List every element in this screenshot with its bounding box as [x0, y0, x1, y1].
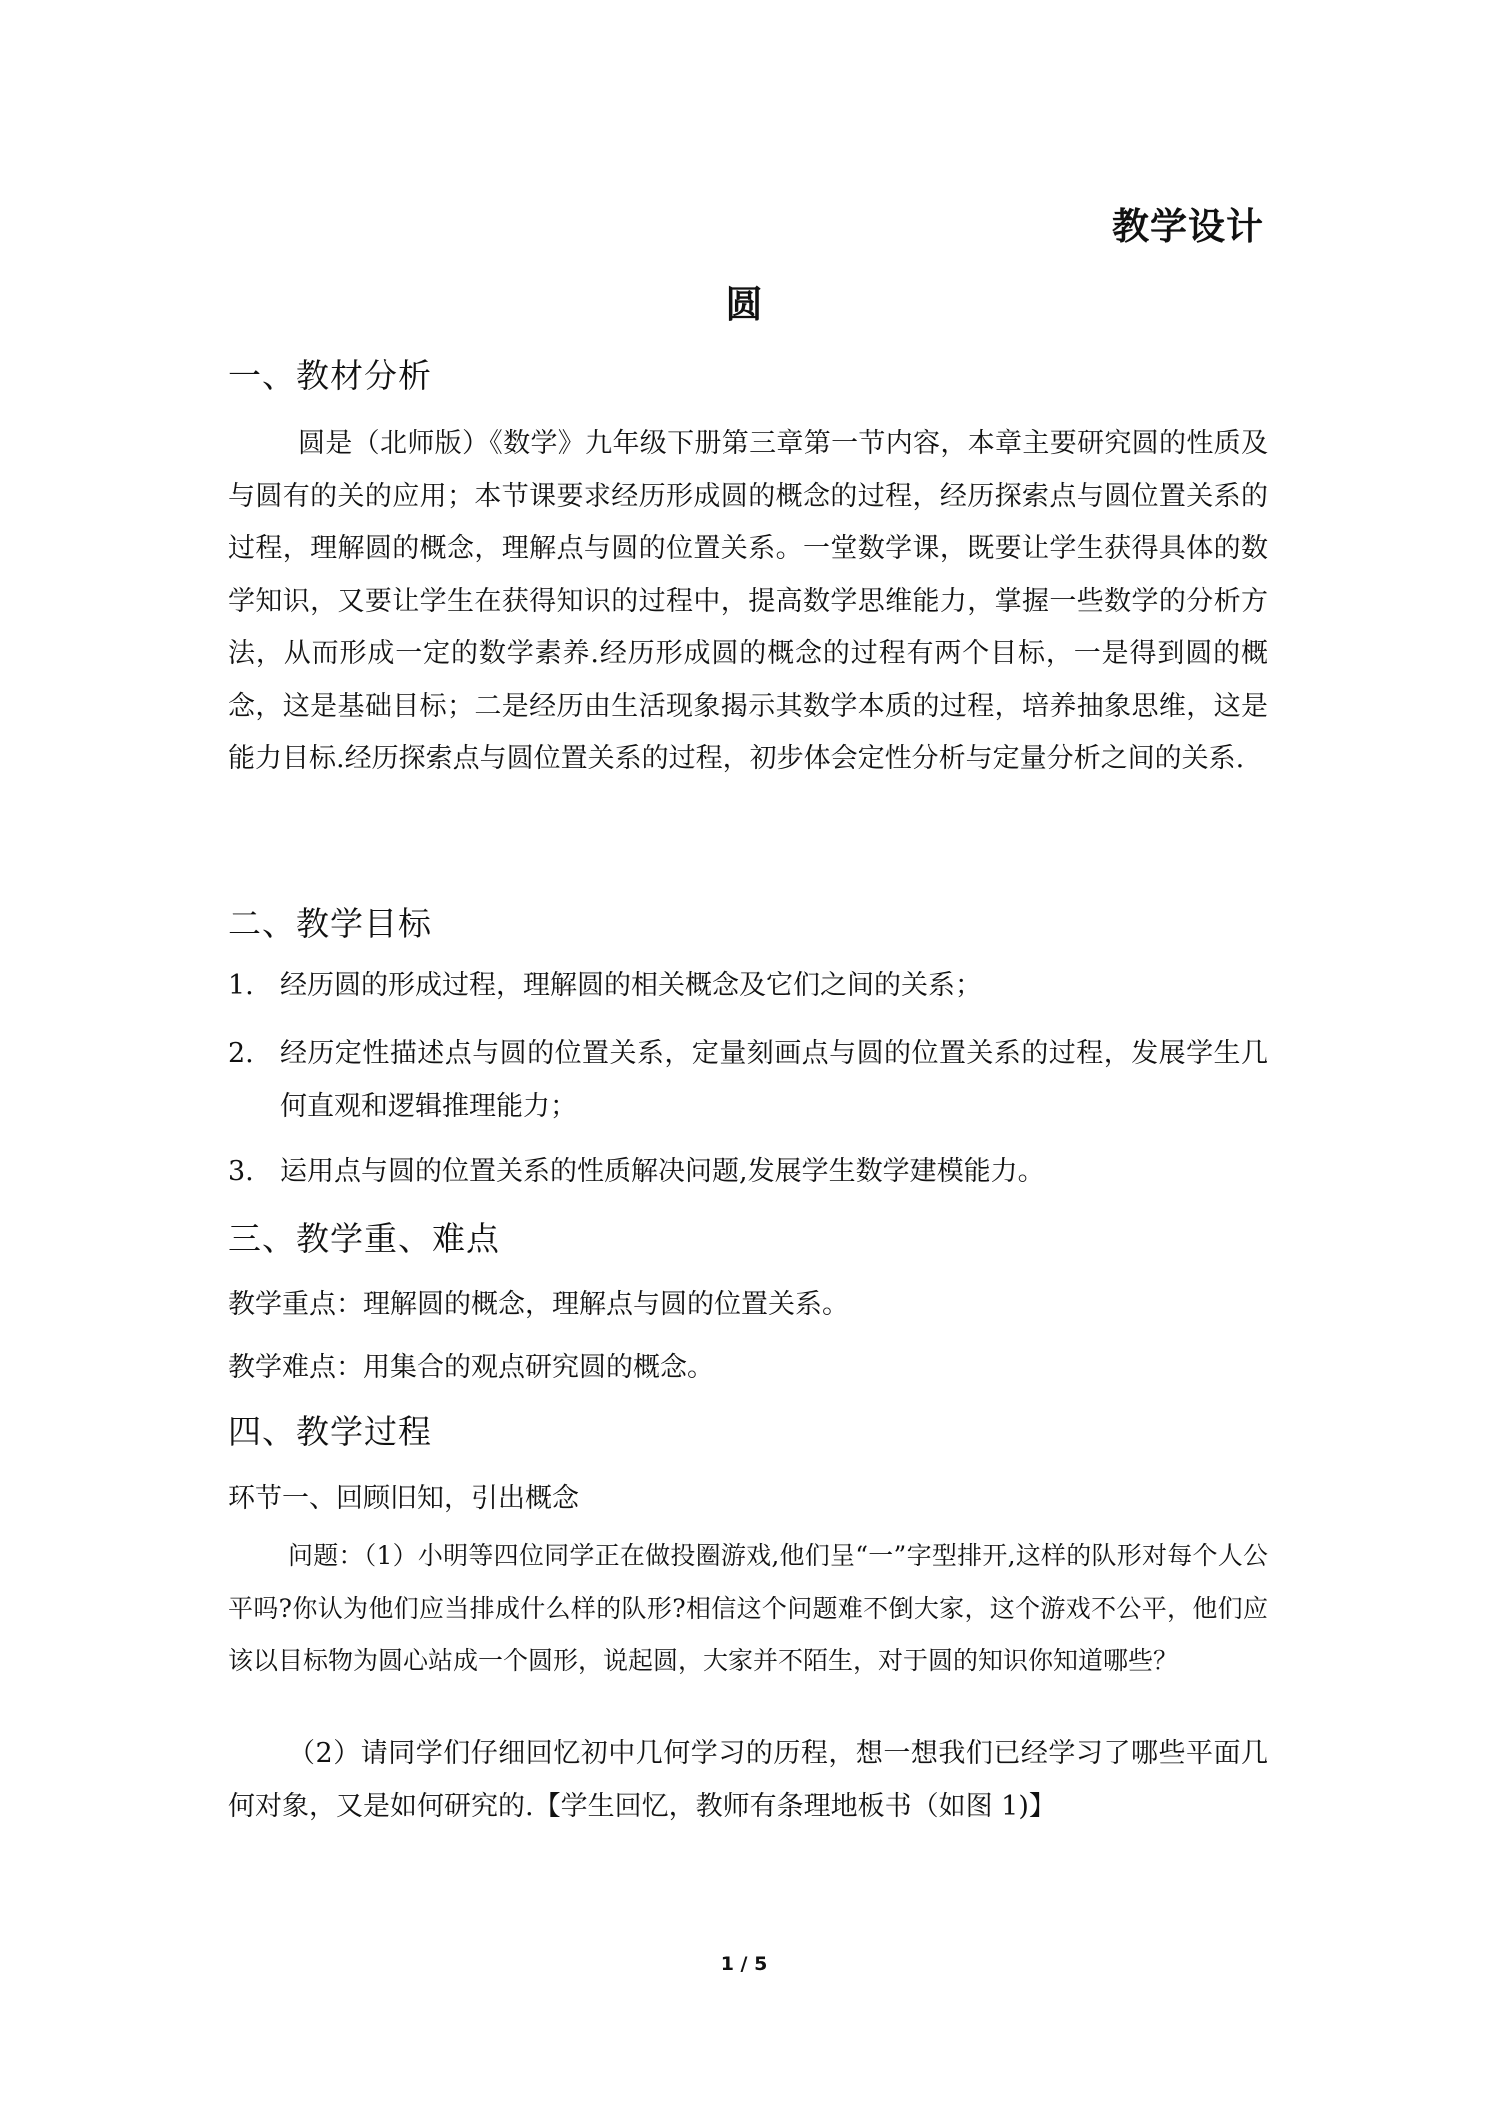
document-subtitle: 圆	[725, 283, 763, 326]
process-step-heading: 环节一、回顾旧知，引出概念	[228, 1483, 579, 1514]
objective-item	[228, 960, 1268, 1013]
section-heading-process: 四、教学过程	[228, 1412, 432, 1451]
objective-text: 运用点与圆的位置关系的性质解决问题,发展学生数学建模能力。	[280, 1156, 1045, 1187]
difficult-point-line: 教学难点：用集合的观点研究圆的概念。	[228, 1352, 714, 1383]
objective-number: 2.	[228, 1038, 254, 1069]
objective-number: 1.	[228, 970, 254, 1001]
document-title: 教学设计	[1112, 205, 1264, 248]
page-number: 1 / 5	[720, 1953, 768, 1975]
objective-item	[228, 1028, 1268, 1133]
objective-item	[228, 1146, 1268, 1199]
question-two-paragraph: （2）请同学们仔细回忆初中几何学习的历程，想一想我们已经学习了哪些平面几何对象，又是如何研究的.【学生回忆，教师有条理地板书（如图 1)】	[228, 1738, 1268, 1822]
objective-number: 3.	[228, 1156, 254, 1187]
section-heading-analysis: 一、教材分析	[228, 356, 432, 395]
question-one-paragraph: 问题：（1）小明等四位同学正在做投圈游戏,他们呈“一”字型排开,这样的队形对每个人公平吗?你认为他们应当排成什么样的队形?相信这个问题难不倒大家，这个游戏不公平，他们应该以目标物为圆心站成一个圆形，说起圆，大家并不陌生，对于圆的知识你知道哪些？	[228, 1541, 1268, 1675]
objective-text: 经历定性描述点与圆的位置关系，定量刻画点与圆的位置关系的过程，发展学生几何直观和逻辑推理能力；	[280, 1038, 1268, 1122]
section-heading-key-points: 三、教学重、难点	[228, 1219, 500, 1258]
objective-text: 经历圆的形成过程，理解圆的相关概念及它们之间的关系；	[280, 970, 982, 1001]
section-heading-objectives: 二、教学目标	[228, 904, 432, 943]
analysis-paragraph: 圆是（北师版）《数学》九年级下册第三章第一节内容，本章主要研究圆的性质及与圆有的关的应用；本节课要求经历形成圆的概念的过程，经历探索点与圆位置关系的过程，理解圆的概念，理解点与圆的位置关系。一堂数学课，既要让学生获得具体的数学知识，又要让学生在获得知识的过程中，提高数学思维能力，掌握一些数学的分析方法，从而形成一定的数学素养.经历形成圆的概念的过程有两个目标，一是得到圆的概念，这是基础目标；二是经历由生活现象揭示其数学本质的过程，培养抽象思维，这是能力目标.经历探索点与圆位置关系的过程，初步体会定性分析与定量分析之间的关系.	[228, 428, 1268, 774]
key-point-line: 教学重点：理解圆的概念，理解点与圆的位置关系。	[228, 1289, 849, 1320]
